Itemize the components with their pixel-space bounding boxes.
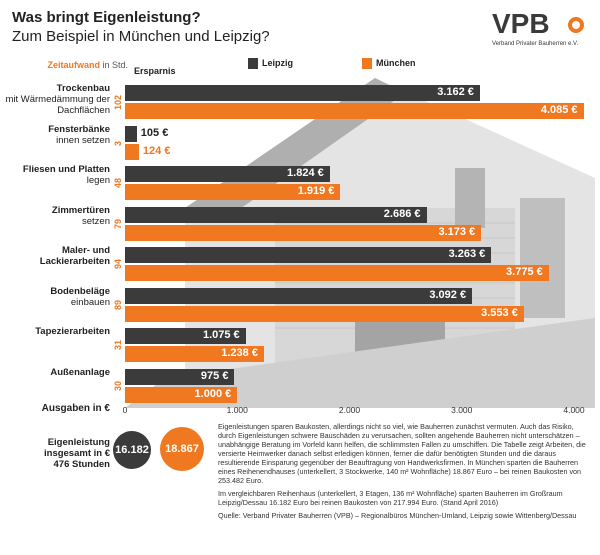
category-label bbox=[0, 245, 110, 267]
total-leipzig-badge: 16.182 bbox=[113, 431, 151, 469]
bar-leipzig bbox=[125, 166, 330, 182]
ersparnis-header: Ersparnis bbox=[134, 66, 176, 76]
hours-label: 30 bbox=[113, 380, 123, 391]
total-muenchen-badge: 18.867 bbox=[160, 427, 204, 471]
category-label-main: Maler- und Lackierarbeiten bbox=[39, 245, 110, 267]
logo-wordmark: VPB bbox=[492, 8, 550, 39]
category-label bbox=[0, 164, 110, 186]
category-label-main: Zimmertüren bbox=[51, 204, 110, 216]
totals-label-line2: insgesamt in € bbox=[44, 448, 110, 459]
x-tick-label: 0 bbox=[122, 405, 128, 415]
totals-label bbox=[0, 437, 110, 470]
hours-label: 89 bbox=[113, 299, 123, 310]
bar-leipzig bbox=[125, 247, 491, 263]
bar-leipzig bbox=[125, 85, 480, 101]
bar-value-label: 3.263 € bbox=[448, 248, 486, 260]
bar-muenchen bbox=[125, 103, 584, 119]
source-note: Quelle: Verband Privater Bauherren (VPB) – Regionalbüros München-Umland, Leipzig sowie Wittenberg/Dessau bbox=[218, 511, 577, 520]
category-label-detail: innen setzen bbox=[56, 134, 110, 146]
x-axis-label: Ausgaben in € bbox=[41, 403, 110, 414]
category-label bbox=[0, 286, 110, 308]
category-label bbox=[0, 83, 110, 116]
bar-leipzig bbox=[125, 288, 472, 304]
bar-value-label: 975 € bbox=[200, 369, 229, 382]
bar-muenchen bbox=[125, 265, 549, 281]
bar-muenchen bbox=[125, 346, 264, 362]
description-paragraph-1: Eigenleistungen sparen Baukosten, allerdings nicht so viel, wie Bauherren zunächst vermuten. Auch das Risiko, durch Eigenleistungen schwere Bauschäden zu verursachen, sollten angehende Bauherren nicht unterschätzen – unabhängige Beratung im Vorfeld kann helfen, die schlimmsten Fallen zu umschiffen. Die Tabelle zeigt Arbeiten, die versierte Heimwerker danach selbst erledigen können, ferner die dafür benötigten Stunden und die daraus resultierende Einsparung gegenüber der Beauftragung von Handwerksfirmen. In München sparten die Bauherren eines Reihenendhauses (unterkellert, 3 Stockwerke, 140 m² Wohnfläche) 18.867 Euro – bei reinen Baukosten von 253.482 Euro. bbox=[218, 422, 586, 485]
bar-leipzig bbox=[125, 126, 169, 142]
x-tick-label: 1.000 bbox=[226, 405, 248, 415]
bar-value-label: 3.553 € bbox=[481, 306, 518, 319]
bar-muenchen bbox=[125, 387, 237, 403]
category-label bbox=[0, 326, 110, 337]
category-label-main: Bodenbeläge bbox=[50, 285, 110, 297]
bar-leipzig bbox=[125, 328, 246, 344]
page-title: Was bringt Eigenleistung? bbox=[12, 9, 201, 26]
bar-muenchen bbox=[125, 306, 524, 322]
zeitaufwand-unit: in Std. bbox=[102, 60, 128, 70]
bar-leipzig bbox=[125, 207, 427, 223]
category-label-main: Tapezierarbeiten bbox=[35, 326, 110, 337]
category-label bbox=[0, 367, 110, 378]
category-label-detail: legen bbox=[86, 175, 110, 186]
category-label bbox=[0, 205, 110, 227]
description-paragraph-2: Im vergleichbaren Reihenhaus (unterkellert, 3 Etagen, 136 m² Wohnfläche) sparten Bauherren im Großraum Leipzig/Dessau 16.182 Euro bei reinen Baukosten von 217.994 Euro. (Stand April 2016) bbox=[218, 489, 563, 507]
hours-label: 79 bbox=[113, 218, 123, 229]
hours-label: 48 bbox=[113, 178, 123, 189]
category-label-detail: setzen bbox=[82, 215, 110, 227]
bar-leipzig bbox=[125, 369, 234, 385]
hours-label: 3 bbox=[113, 140, 123, 146]
bar-muenchen bbox=[125, 144, 171, 160]
category-label-detail: einbauen bbox=[70, 296, 110, 308]
hours-label: 102 bbox=[113, 94, 123, 110]
x-tick-label: 4.000 bbox=[563, 405, 585, 415]
bar-value-label: 3.162 € bbox=[437, 86, 474, 98]
bar-value-label: 4.085 € bbox=[540, 104, 578, 116]
bar-value-label: 2.686 € bbox=[383, 207, 421, 220]
page-subtitle: Zum Beispiel in München und Leipzig? bbox=[12, 28, 270, 45]
bar-value-label: 1.824 € bbox=[287, 167, 324, 179]
bar-value-label: 105 € bbox=[140, 126, 169, 139]
logo-subtitle: Verband Privater Bauherren e.V. bbox=[492, 41, 579, 47]
hours-label: 31 bbox=[113, 340, 123, 351]
x-tick-label: 2.000 bbox=[338, 405, 361, 415]
hours-label: 94 bbox=[113, 259, 123, 270]
category-label-main: Fliesen und Platten bbox=[22, 164, 110, 175]
totals-label-line3: 476 Stunden bbox=[53, 459, 110, 470]
legend-label-muenchen: München bbox=[376, 58, 416, 68]
bar-value-label: 3.173 € bbox=[438, 225, 476, 238]
bar-value-label: 3.092 € bbox=[429, 288, 467, 301]
category-label bbox=[0, 124, 110, 146]
bar-muenchen bbox=[125, 184, 340, 200]
zeitaufwand-label: Zeitaufwand bbox=[47, 60, 100, 70]
bar-muenchen bbox=[125, 225, 481, 241]
bar-value-label: 3.775 € bbox=[506, 266, 543, 278]
totals-label-line1: Eigenleistung bbox=[47, 437, 110, 448]
bar-value-label: 124 € bbox=[142, 144, 171, 157]
bar-value-label: 1.000 € bbox=[194, 387, 232, 400]
category-label-main: Fensterbänke bbox=[48, 123, 110, 135]
bar-value-label: 1.238 € bbox=[221, 347, 258, 359]
category-label-main: Außenanlage bbox=[50, 366, 110, 378]
category-label-main: Trockenbau bbox=[56, 83, 110, 94]
category-label-detail: mit Wärmedämmung der Dachflächen bbox=[5, 94, 110, 116]
bar-value-label: 1.919 € bbox=[297, 185, 335, 197]
description-text bbox=[218, 422, 592, 524]
legend-label-leipzig: Leipzig bbox=[262, 58, 293, 68]
bar-value-label: 1.075 € bbox=[202, 329, 240, 341]
x-tick-label: 3.000 bbox=[451, 405, 473, 415]
